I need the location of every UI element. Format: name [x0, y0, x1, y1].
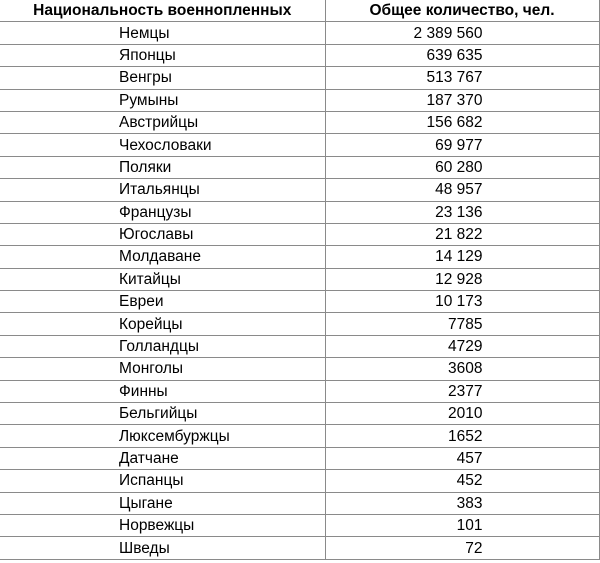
nationality-cell: Цыгане: [0, 492, 325, 514]
count-cell: 457: [325, 447, 599, 469]
table-row: [0, 134, 599, 156]
table-row: [0, 246, 599, 268]
count-cell: 14 129: [325, 246, 599, 268]
nationality-cell: Румыны: [0, 89, 325, 111]
nationality-cell: Итальянцы: [0, 179, 325, 201]
count-cell: 23 136: [325, 201, 599, 223]
table-row: [0, 67, 599, 89]
nationality-cell: Немцы: [0, 22, 325, 44]
table-row: [0, 403, 599, 425]
count-cell: 513 767: [325, 67, 599, 89]
count-cell: 187 370: [325, 89, 599, 111]
count-cell: 383: [325, 492, 599, 514]
nationality-cell: Евреи: [0, 291, 325, 313]
table-row: [0, 201, 599, 223]
table-row: [0, 111, 599, 133]
table-row: [0, 156, 599, 178]
nationality-cell: Венгры: [0, 67, 325, 89]
table-row: [0, 335, 599, 357]
count-cell: 12 928: [325, 268, 599, 290]
header-nationality: Национальность военнопленных: [0, 0, 325, 22]
count-cell: 1652: [325, 425, 599, 447]
nationality-cell: Австрийцы: [0, 111, 325, 133]
nationality-cell: Корейцы: [0, 313, 325, 335]
nationality-cell: Монголы: [0, 358, 325, 380]
table-row: [0, 313, 599, 335]
table-row: [0, 447, 599, 469]
header-count: Общее количество, чел.: [325, 0, 599, 22]
count-cell: 156 682: [325, 111, 599, 133]
table-row: [0, 470, 599, 492]
count-cell: 72: [325, 537, 599, 559]
count-cell: 3608: [325, 358, 599, 380]
count-cell: 48 957: [325, 179, 599, 201]
nationality-cell: Югославы: [0, 223, 325, 245]
table-row: [0, 223, 599, 245]
count-cell: 2 389 560: [325, 22, 599, 44]
count-cell: 10 173: [325, 291, 599, 313]
table-row: [0, 425, 599, 447]
table-row: [0, 537, 599, 559]
header-row: [0, 0, 599, 22]
nationality-cell: Испанцы: [0, 470, 325, 492]
nationality-cell: Бельгийцы: [0, 403, 325, 425]
count-cell: 2010: [325, 403, 599, 425]
nationality-cell: Японцы: [0, 44, 325, 66]
count-cell: 2377: [325, 380, 599, 402]
count-cell: 60 280: [325, 156, 599, 178]
table-row: [0, 291, 599, 313]
nationality-cell: Шведы: [0, 537, 325, 559]
table-row: [0, 22, 599, 44]
count-cell: 69 977: [325, 134, 599, 156]
count-cell: 452: [325, 470, 599, 492]
nationality-cell: Датчане: [0, 447, 325, 469]
table-row: [0, 268, 599, 290]
nationality-cell: Французы: [0, 201, 325, 223]
table-row: [0, 358, 599, 380]
count-cell: 4729: [325, 335, 599, 357]
count-cell: 21 822: [325, 223, 599, 245]
nationality-cell: Голландцы: [0, 335, 325, 357]
nationality-cell: Финны: [0, 380, 325, 402]
count-cell: 639 635: [325, 44, 599, 66]
nationality-cell: Китайцы: [0, 268, 325, 290]
count-cell: 101: [325, 514, 599, 536]
nationality-cell: Чехословаки: [0, 134, 325, 156]
nationality-cell: Норвежцы: [0, 514, 325, 536]
table-row: [0, 492, 599, 514]
table-row: [0, 514, 599, 536]
table-row: [0, 179, 599, 201]
nationality-cell: Молдаване: [0, 246, 325, 268]
table-row: [0, 380, 599, 402]
table-row: [0, 89, 599, 111]
count-cell: 7785: [325, 313, 599, 335]
nationality-cell: Люксембуржцы: [0, 425, 325, 447]
nationality-cell: Поляки: [0, 156, 325, 178]
table-row: [0, 44, 599, 66]
